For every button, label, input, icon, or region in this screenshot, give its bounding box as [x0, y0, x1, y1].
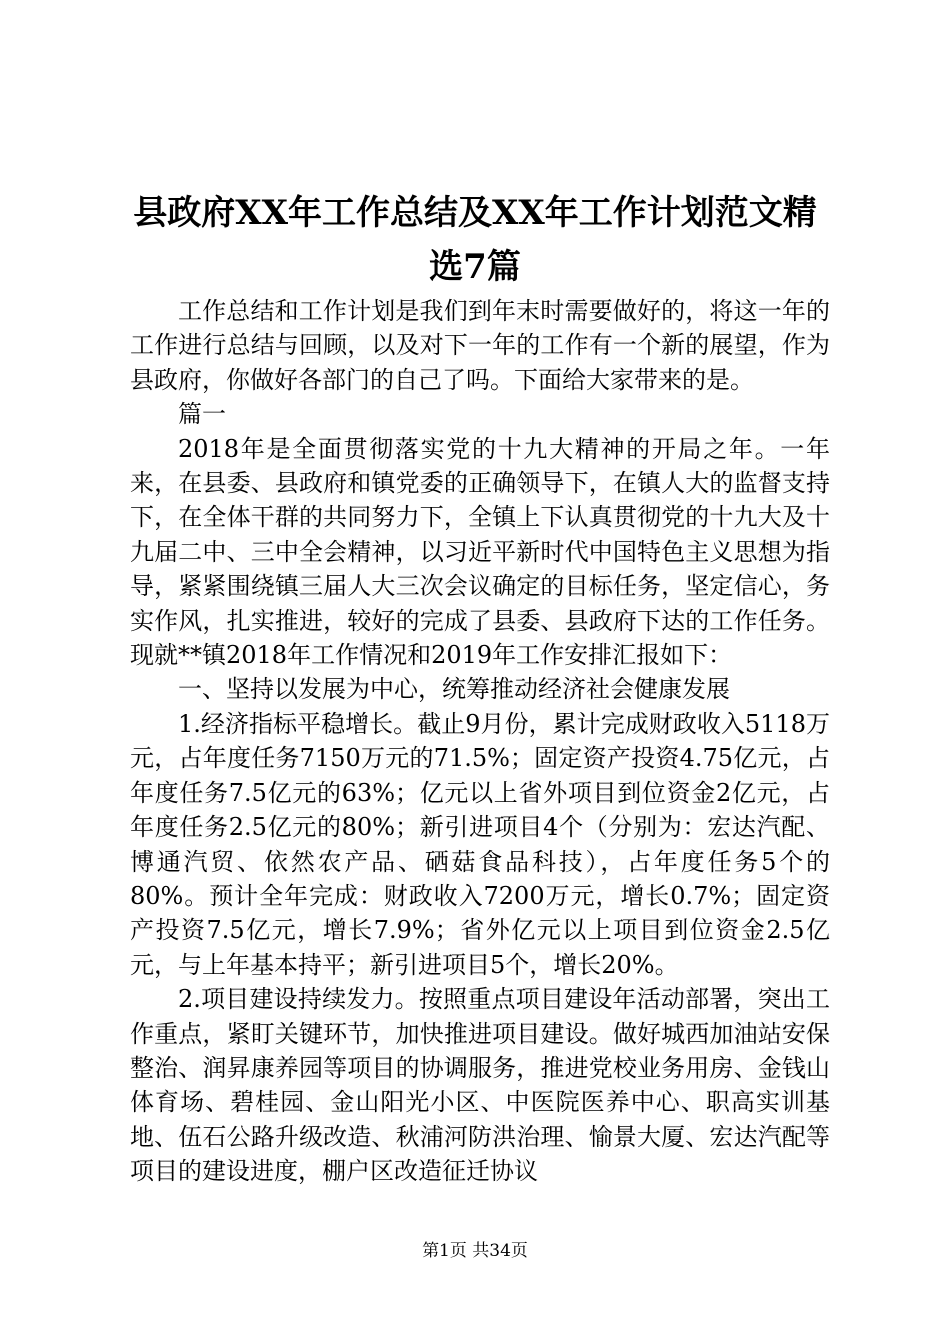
document-body	[130, 294, 830, 1189]
section-heading: 一、坚持以发展为中心，统筹推动经济社会健康发展	[178, 675, 730, 704]
page-footer: 第1页 共34页	[422, 1241, 528, 1261]
document-title	[120, 186, 830, 294]
intro-paragraph: 工作总结和工作计划是我们到年末时需要做好的，将这一年的工作进行总结与回顾，以及对下一年的工作有一个新的展望，作为县政府，你做好各部门的自己了吗。下面给大家带来的是。	[130, 297, 830, 394]
title-line-1: 县政府XX年工作总结及XX年工作计划范文精	[133, 193, 817, 233]
section-label: 篇一	[178, 400, 226, 429]
body-paragraph: 2018年是全面贯彻落实党的十九大精神的开局之年。一年来，在县委、县政府和镇党委的正确领导下，在镇人大的监督支持下，在全体干群的共同努力下，全镇上下认真贯彻党的十九大及十九届二中、三中全会精神，以习近平新时代中国特色主义思想为指导，紧紧围绕镇三届人大三次会议确定的目标任务，坚定信心，务实作风，扎实推进，较好的完成了县委、县政府下达的工作任务。现就**镇2018年工作情况和2019年工作安排汇报如下：	[130, 434, 830, 670]
body-paragraph: 2.项目建设持续发力。按照重点项目建设年活动部署，突出工作重点，紧盯关键环节，加快推进项目建设。做好城西加油站安保整治、润昇康养园等项目的协调服务，推进党校业务用房、金钱山体育场、碧桂园、金山阳光小区、中医院医养中心、职高实训基地、伍石公路升级改造、秋浦河防洪治理、愉景大厦、宏达汽配等项目的建设进度，棚户区改造征迁协议	[130, 985, 830, 1186]
body-paragraph: 1.经济指标平稳增长。截止9月份，累计完成财政收入5118万元，占年度任务7150万元的71.5%；固定资产投资4.75亿元，占年度任务7.5亿元的63%；亿元以上省外项目到位资金2亿元，占年度任务2.5亿元的80%；新引进项目4个（分别为：宏达汽配、博通汽贸、依然农产品、硒菇食品科技），占年度任务5个的80%。预计全年完成：财政收入7200万元，增长0.7%；固定资产投资7.5亿元，增长7.9%；省外亿元以上项目到位资金2.5亿元，与上年基本持平；新引进项目5个，增长20%。	[130, 709, 830, 979]
title-line-2: 选7篇	[429, 247, 521, 287]
